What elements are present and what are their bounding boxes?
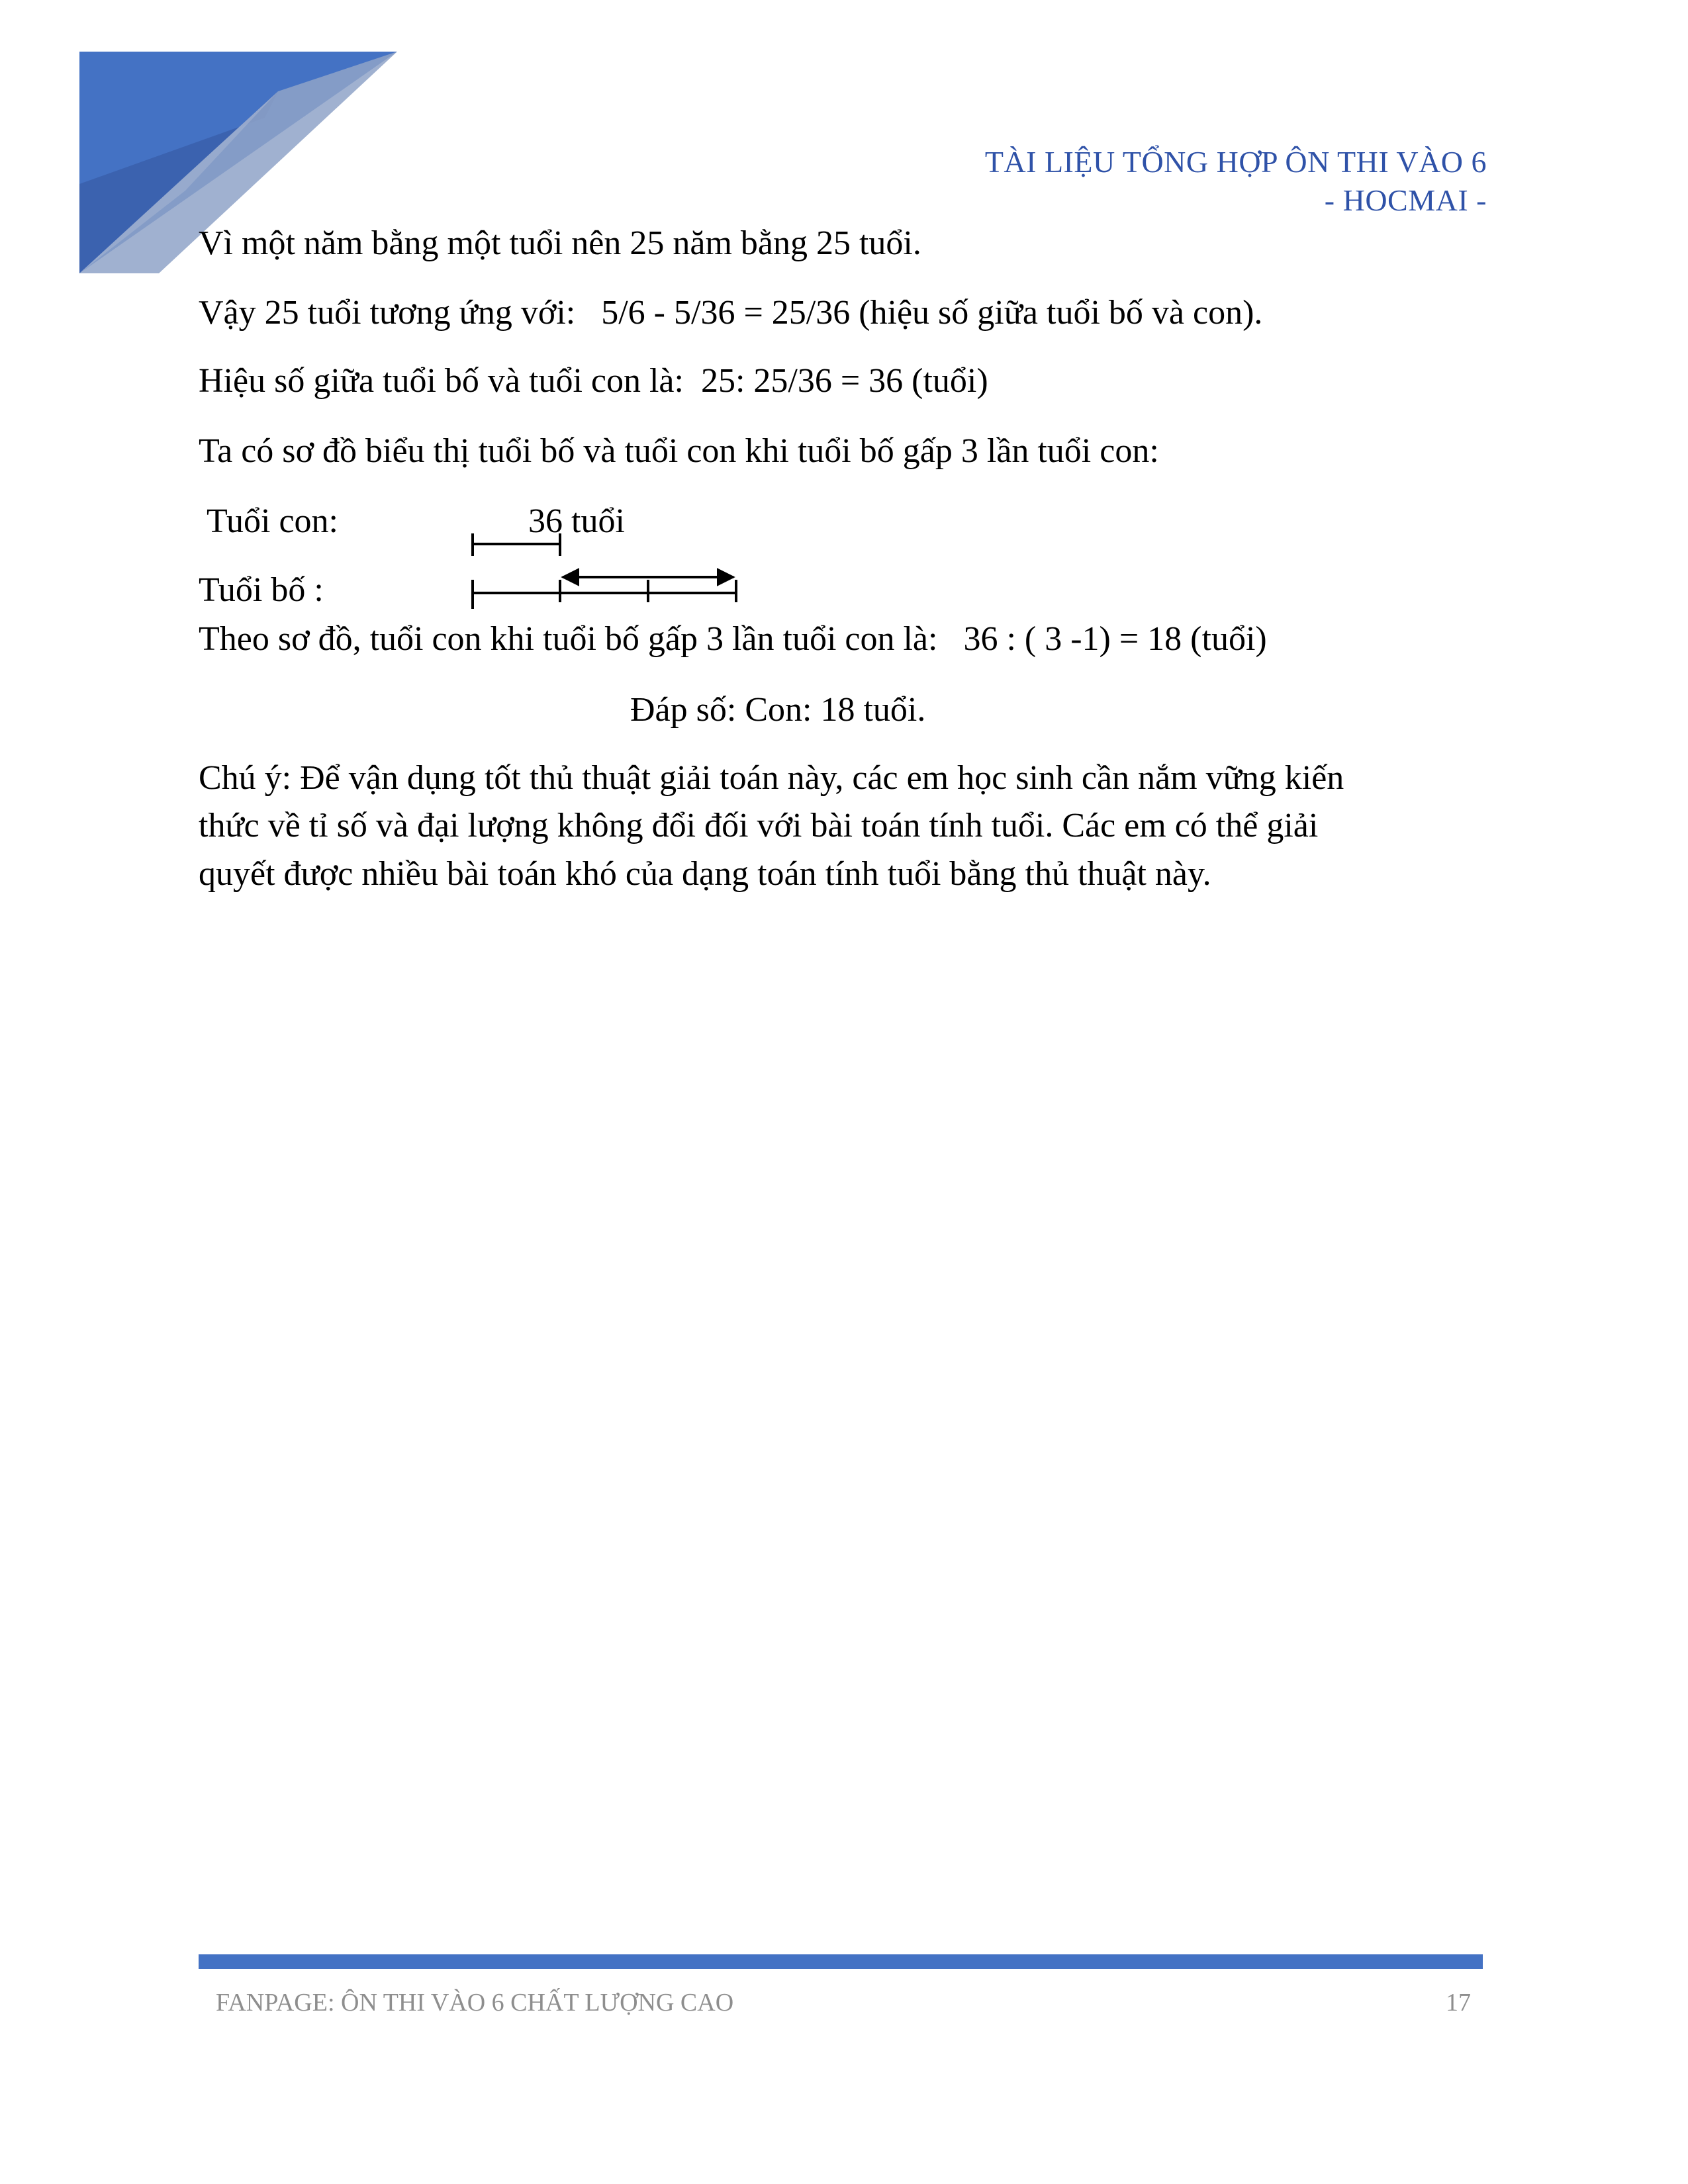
footer-divider	[199, 1954, 1483, 1969]
paragraph-line-1: Vì một năm bằng một tuổi nên 25 năm bằng 25 tuổi.	[199, 224, 921, 262]
paragraph-line-3: Hiệu số giữa tuổi bố và tuổi con là: 25: 25/36 = 36 (tuổi)	[199, 362, 988, 400]
son-age-label: Tuổi con:	[199, 502, 338, 540]
header-subtitle: - HOCMAI -	[1324, 183, 1487, 217]
paragraph-line-4: Ta có sơ đồ biểu thị tuổi bố và tuổi con khi tuổi bố gấp 3 lần tuổi con:	[199, 432, 1159, 470]
answer-line: Đáp số: Con: 18 tuổi.	[630, 691, 926, 729]
footer-fanpage: FANPAGE: ÔN THI VÀO 6 CHẤT LƯỢNG CAO	[216, 1989, 734, 2017]
segment-label: 36 tuổi	[528, 502, 625, 540]
note-line-2: thức về tỉ số và đại lượng không đổi đối với bài toán tính tuổi. Các em có thể giải	[199, 807, 1319, 844]
header-title: TÀI LIỆU TỔNG HỢP ÔN THI VÀO 6	[984, 145, 1487, 179]
note-line-1: Chú ý: Để vận dụng tốt thủ thuật giải toán này, các em học sinh cần nắm vững kiến	[199, 759, 1344, 797]
father-age-label: Tuổi bố :	[199, 571, 324, 609]
note-line-3: quyết được nhiều bài toán khó của dạng toán tính tuổi bằng thủ thuật này.	[199, 855, 1211, 893]
paragraph-line-2: Vậy 25 tuổi tương ứng với: 5/6 - 5/36 = 25/36 (hiệu số giữa tuổi bố và con).	[199, 294, 1263, 332]
page-number: 17	[1446, 1989, 1471, 2017]
father-segment	[473, 580, 736, 609]
paragraph-line-5: Theo sơ đồ, tuổi con khi tuổi bố gấp 3 lần tuổi con là: 36 : ( 3 -1) = 18 (tuổi)	[199, 620, 1267, 658]
